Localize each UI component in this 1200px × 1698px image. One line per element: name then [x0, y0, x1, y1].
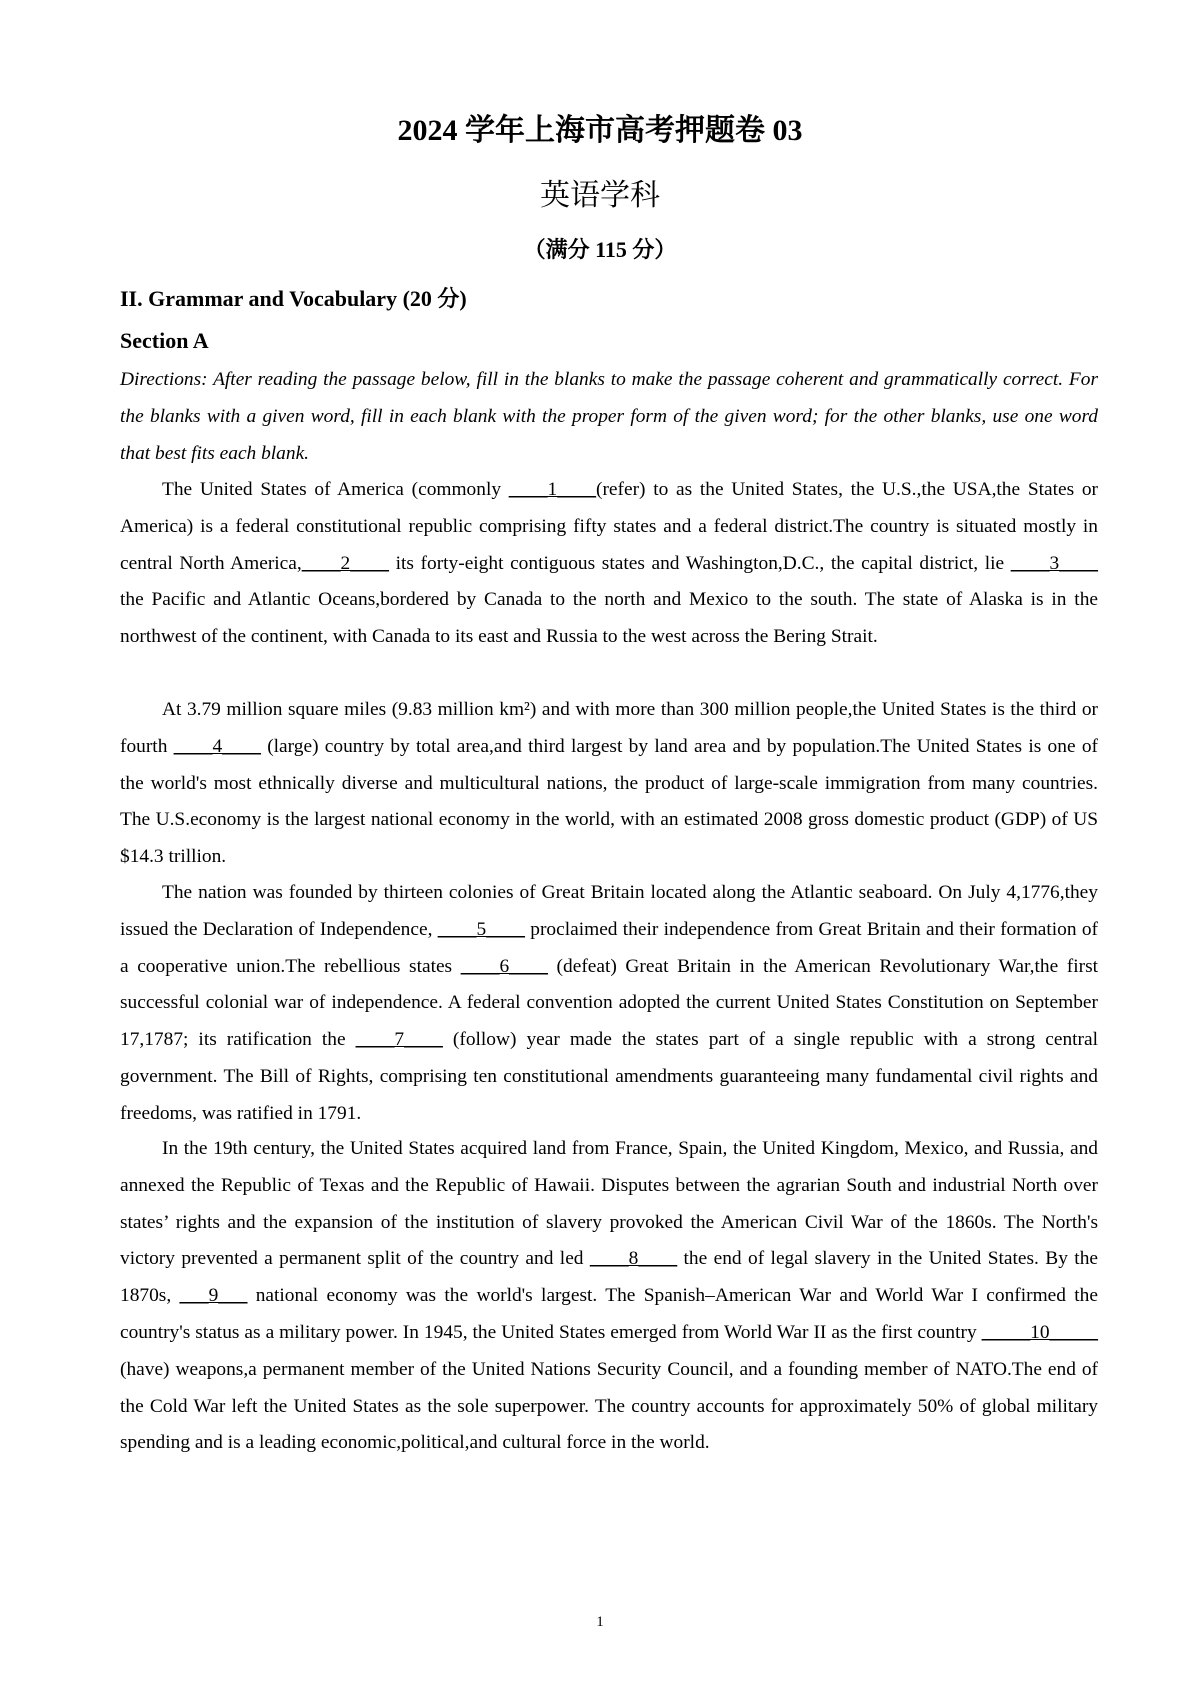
text-run: In the 19th century, the United States acquired land from France, Spain, the United Kingdom, Mexico, and Russia, and annexed the Republic of Texas and the Republic of Hawaii. Disputes between the agrarian South and industrial North over states’ rights and the expansion of the institution of slavery provoked the American Civil War of the 1860s. The North's victory prevented a permanent split of the country and led: [120, 1138, 1098, 1270]
text-run: The nation was founded by thirteen colonies of Great Britain located along the Atlantic seaboard. On July 4,1776,they issued the Declaration of Independence,: [120, 882, 1098, 940]
text-run: (have) weapons,a permanent member of the United Nations Security Council, and a founding member of NATO.The end of the Cold War left the United States as the sole superpower. The country accounts for approximately 50% of global military spending and is a leading economic,political,and cultural force in the world.: [120, 1358, 1098, 1454]
blank-6: ____6____: [460, 955, 548, 977]
blank-10: _____10_____: [981, 1321, 1098, 1343]
part-heading: II. Grammar and Vocabulary (20 分): [120, 286, 467, 311]
blank-9: ___9___: [179, 1285, 248, 1307]
passage-paragraph-3: [120, 875, 1098, 1133]
blank-3: ____3____: [1010, 552, 1098, 574]
blank-8: ____8____: [589, 1248, 678, 1270]
section-heading: Section A: [120, 328, 209, 353]
text-run: (follow) year made the states part of a single republic with a strong central government. The Bill of Rights, comprising ten constitutional amendments guaranteeing many fundamental civil rights and freedoms, was ratified in 1791.: [120, 1029, 1099, 1124]
exam-title: 2024 学年上海市高考押题卷 03: [397, 114, 803, 147]
blank-4: ____4____: [173, 735, 261, 757]
subject-title: 英语学科: [540, 179, 660, 212]
full-score: （满分 115 分）: [523, 237, 677, 262]
page-number: 1: [596, 1614, 604, 1630]
blank-5: ____5____: [437, 918, 525, 940]
blank-7: ____7____: [355, 1029, 443, 1051]
blank-1: ____1____: [508, 479, 597, 500]
passage-paragraph-4: [120, 1131, 1098, 1462]
text-run: the end of legal slavery in the United States. By the 1870s,: [120, 1248, 1099, 1307]
passage-paragraph-1: [120, 472, 1098, 656]
text-run: national economy was the world's largest. The Spanish–American War and World War I confirmed the country's status as a military power. In 1945, the United States emerged from World War II as the first country: [120, 1285, 1098, 1343]
directions: Directions: After reading the passage below, fill in the blanks to make the passage coherent and grammatically correct. For the blanks with a given word, fill in each blank with the proper form of the given word; for the other blanks, use one word that best fits each blank.: [120, 369, 1098, 464]
text-run: (large) country by total area,and third largest by land area and by population.The United States is one of the world's most ethnically diverse and multicultural nations, the product of large-scale immigration from many countries. The U.S.economy is the largest national economy in the world, with an estimated 2008 gross domestic product (GDP) of US $14.3 trillion.: [120, 735, 1098, 868]
text-run: At 3.79 million square miles (9.83 million km²) and with more than 300 million people,the United States is the third or fourth: [120, 699, 1098, 757]
text-run: its forty-eight contiguous states and Washington,D.C., the capital district, lie: [389, 552, 1011, 574]
text-run: the Pacific and Atlantic Oceans,bordered by Canada to the north and Mexico to the south. The state of Alaska is in the northwest of the continent, with Canada to its east and Russia to the west across the Bering Strait.: [120, 589, 1098, 648]
text-run: (defeat) Great Britain in the American Revolutionary War,the first successful colonial war of independence. A federal convention adopted the current United States Constitution on September 17,1787; its ratification the: [120, 955, 1098, 1051]
text-run: proclaimed their independence from Great Britain and their formation of a cooperative union.The rebellious states: [120, 918, 1098, 977]
text-run: The United States of America (commonly: [162, 479, 509, 500]
blank-2: ____2____: [301, 552, 389, 574]
text-run: (refer) to as the United States, the U.S.,the USA,the States or America) is a federal constitutional republic comprising fifty states and a federal district.The country is situated mostly in central North America,: [120, 479, 1098, 574]
passage-paragraph-2: [120, 692, 1098, 876]
